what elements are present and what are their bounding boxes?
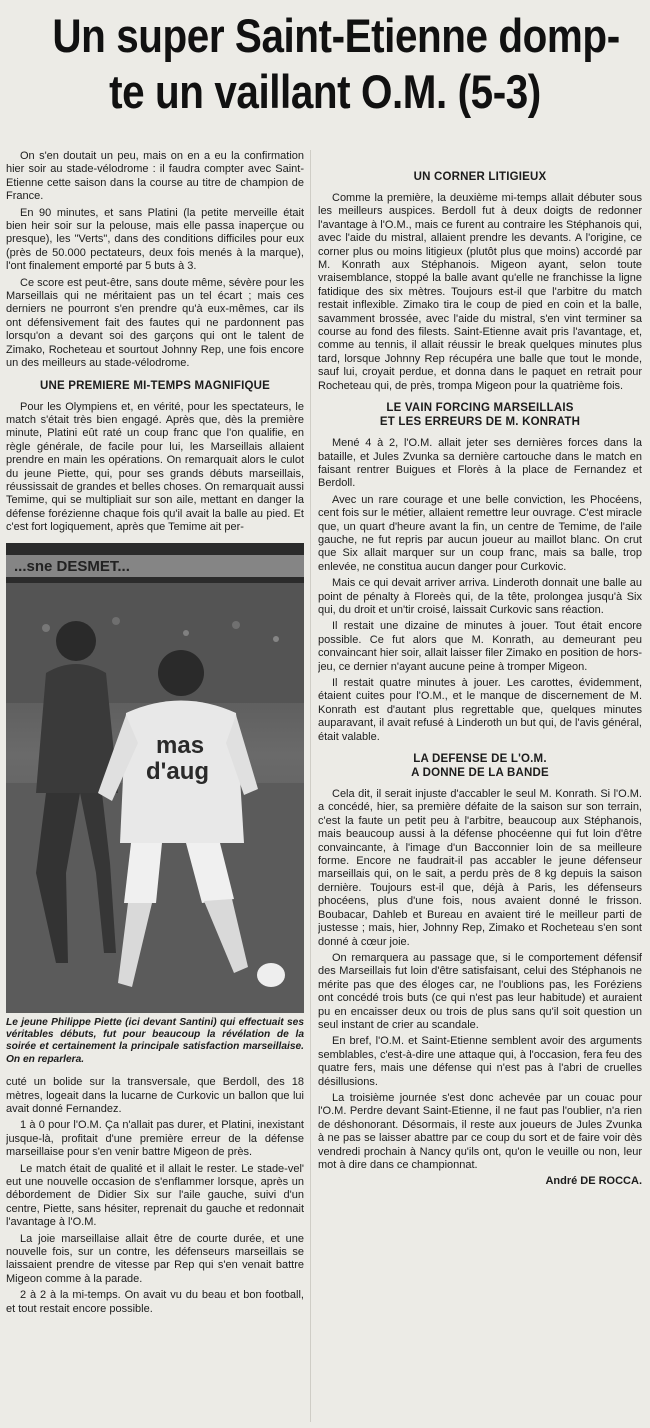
paragraph: Cela dit, il serait injuste d'accabler le seul M. Konrath. Si l'O.M. a concédé, hier, sa première défaite de la saison sur son terrain, c'est la faute un petit peu à l'arbitre, beaucoup aux Stéphanois, mais beaucoup aussi à la défense phocéenne qui fut loin d'être convaincante, à l'image d'un Bacconnier loin de sa meilleure forme. Encore ne faudrait-il pas accabler le jeune défenseur marseillais qui, on le sait, a perdu près de 8 kg depuis la saison dernière. Toujours est-il que, déjà à Paris, les défenseurs phocéens, plus d'une fois, nous avaient donné le frisson. Boubacar, Dahleb et Bureau en avaient tiré le meilleur parti de justesse ; mais, hier, Johnny Rep, Zimako et Rocheteau s'en sont donné à cœur joie. bbox=[318, 788, 642, 948]
subheading: UN CORNER LITIGIEUX bbox=[413, 171, 547, 183]
subheading: UNE PREMIERE MI-TEMPS MAGNIFIQUE bbox=[39, 379, 271, 392]
paragraph: La troisième journée s'est donc achevée par un couac pour l'O.M. Perdre devant Saint-Etienne, il ne faut pas l'oublier, n'a rien de déshonorant. Désormais, il reste aux joueurs de Jules Zvunka à ne pas se laisser abattre par ce coup du sort et de faire voir dès vendredi prochain à Nancy qu'ils ont, qu'on le veuille ou non, leur mot à dire dans ce championnat. bbox=[318, 1091, 642, 1171]
paragraph: La joie marseillaise allait être de courte durée, et une nouvelle fois, sur un contre, les défenseurs marseillais se laissaient prendre de vitesse par Rep qui s'en venait battre Migeon comme à la parade. bbox=[6, 1232, 304, 1285]
subheading-line: LA DEFENSE DE L'O.M. bbox=[413, 753, 547, 766]
paragraph: Pour les Olympiens et, en vérité, pour les spectateurs, le match s'était très bien engagé. Après que, dès la première minute, Platini eût raté un coup franc que l'on qualifie, en règle générale, de facile pour lui, les Marseillais allaient prendre en main les opérations. On remarquait alors le culot du jeune Piette, qui, pour ses grands débuts marseillais, réussissait de grandes et belles choses. On remarquait aussi Temime, qui se multipliait sur son aile, mettant en danger la défense forézienne chaque fois qu'il avait la balle au pied. Et c'est fort logiquement, après que Temime ait per- bbox=[6, 400, 304, 534]
shirt-sponsor-line-2: d'aug bbox=[146, 757, 210, 785]
headline bbox=[52, 8, 620, 120]
right-column bbox=[318, 150, 642, 1422]
match-photo bbox=[6, 543, 304, 1013]
subheading-line: ET LES ERREURS DE M. KONRATH bbox=[379, 416, 581, 429]
column-divider bbox=[310, 150, 311, 1422]
paragraph: Mené 4 à 2, l'O.M. allait jeter ses dernières forces dans la bataille, et Jules Zvunka sa dernière cartouche dans le match en faisant rentrer Buigues et Florès à la place de Fernandez et Berdoll. bbox=[318, 437, 642, 490]
subheading-line: LE VAIN FORCING MARSEILLAIS bbox=[386, 402, 574, 415]
paragraph: On remarquera au passage que, si le comportement défensif des Marseillais fut loin d'être satisfaisant, celui des Stéphanois ne mérite pas que des éloges car, ne l'oublions pas, les Foréziens ont concédé trois buts (ce qui n'est pas leur habitude) et auraient pu en encaisser deux ou trois de plus sans qu'il soit question un seul instant de crier au scandale. bbox=[318, 951, 642, 1031]
paragraph: 2 à 2 à la mi-temps. On avait vu du beau et bon football, et tout restait encore possible. bbox=[6, 1289, 304, 1315]
paragraph: cuté un bolide sur la transversale, que Berdoll, des 18 mètres, logeait dans la lucarne de Curkovic un ballon que lui avait donné Fernandez. bbox=[6, 1076, 304, 1115]
paragraph: Ce score est peut-être, sans doute même, sévère pour les Marseillais qui ne méritaient pas un tel écart ; mais ces derniers ne pourront s'en prendre qu'à eux-mêmes, car ils ont défensivement fait des fautes qui ne pardonnent pas lorsqu'on a devant soi des garçons qui ont le talent de Zimako, Rocheteau et sourtout Johnny Rep, une fois encore un des meilleurs au stade-vélodrome. bbox=[6, 276, 304, 370]
subheading-line: A DONNE DE LA BANDE bbox=[411, 767, 549, 780]
paragraph: Avec un rare courage et une belle conviction, les Phocéens, cent fois sur le métier, allaient remettre leur ouvrage. C'est miracle que, un quart d'heure avant la fin, un centre de Temime, de l'aile gauche, ne fut repris par aucun joueur au maillot blanc. On crut que Six allait marquer sur un coup franc, mais sa balle, trop enlevée, ne constitua aucun danger pour Curkovic. bbox=[318, 493, 642, 573]
paragraph: On s'en doutait un peu, mais on en a eu la confirmation hier soir au stade-vélodrome : il faudra compter avec Saint-Etienne cette saison dans la course au titre de champion de France. bbox=[6, 150, 304, 203]
paragraph: Il restait quatre minutes à jouer. Les carottes, évidemment, étaient cuites pour l'O.M., et le manque de discernement de M. Konrath est d'autant plus regrettable que, quelques minutes auparavant, il avait refusé à Linderoth un but qui, de l'avis général, était valable. bbox=[318, 677, 642, 743]
paragraph: Mais ce qui devait arriver arriva. Linderoth donnait une balle au point de pénalty à Floreès qui, de la tête, prolongea jusqu'à Six qui, du droit et un'tir croisé, laissait Curkovic sans réaction. bbox=[318, 577, 642, 616]
headline-line-1: Un super Saint-Etienne domp- bbox=[52, 9, 620, 62]
shirt-sponsor-line-1: mas bbox=[156, 731, 205, 759]
paragraph: Le match était de qualité et il allait le rester. Le stade-vel' eut une nouvelle occasion de s'enflammer lorsque, après un débordement de Didier Six sur l'aile gauche, suivi d'un centre, Piette, sans hésiter, reprenait du gauche et redonnait l'avantage à l'O.M. bbox=[6, 1162, 304, 1229]
stadium-banner: ...sne DESMET... bbox=[14, 557, 130, 575]
paragraph: En bref, l'O.M. et Saint-Etienne semblent avoir des arguments semblables, c'est-à-dire une attaque qui, à l'occasion, fera feu des quatre fers, mais une défense qui n'est pas à l'abri de cruelles désillusions. bbox=[318, 1035, 642, 1088]
paragraph: En 90 minutes, et sans Platini (la petite merveille était bien heir soir sur la pelouse, mais elle passa inaperçue ou presque), les "Verts", dans des conditions difficiles pour eux (près de 50.000 pectateurs, deux fois menés à la marque), l'ont finalement emporté par 5 buts à 3. bbox=[6, 206, 304, 273]
paragraph: 1 à 0 pour l'O.M. Ça n'allait pas durer, et Platini, inexistant jusque-là, profitait d'une première erreur de la défense marseillaise pour s'en venir battre Migeon de près. bbox=[6, 1119, 304, 1159]
paragraph: Il restait une dizaine de minutes à jouer. Tout était encore possible. Ce fut alors que M. Konrath, au demeurant peu convaincant hier soir, allait laisser filer Zimako en position de hors-jeu, ce dernier n'ayant aucune peine à tromper Migeon. bbox=[318, 620, 642, 673]
match-photo-image bbox=[6, 543, 304, 1013]
byline: André DE ROCCA. bbox=[545, 1175, 642, 1188]
subheading bbox=[318, 401, 642, 429]
left-column bbox=[6, 150, 304, 1422]
subheading bbox=[318, 752, 642, 780]
paragraph: Comme la première, la deuxième mi-temps allait débuter sous les meilleurs auspices. Berdoll fut à deux doigts de redonner l'avantage à l'O.M., mais ce furent au contraire les Stéphanois qui, avec l'aide du mistral, allaient prendre les devants. A l'origine, ce corner plus ou moins litigieux (plutôt plus que moins) accordé par M. Konrath aux Stéphanois. Migeon ayant, selon toute vraisemblance, stoppé la balle avant qu'elle ne franchisse la ligne fatidique des six mètres. Toujours est-il que l'arbitre du match restait inflexible. Zimako tira le coup de pied en coin et la balle, savamment brossée, avec l'aide du mistral, s'en vint terminer sa course au fond des filests. Saint-Etienne avait pris l'avantage, et, comme au tennis, il allait réussir le break quelques minutes plus tard, lorsque Johnny Rep récupéra une balle que tout le monde, sauf lui, croyait perdue, et donna dans le paquet en retrait pour Rocheteau qui, de près, trompa Migeon pour la quatrième fois. bbox=[318, 192, 642, 392]
photo-caption: Le jeune Philippe Piette (ici devant Santini) qui effectuait ses véritables débuts, fut pour beaucoup la révélation de la soirée et certainement la principale satisfaction marseillaise. On en reparlera. bbox=[6, 1016, 304, 1065]
headline-line-2: te un vaillant O.M. (5-3) bbox=[109, 65, 541, 118]
